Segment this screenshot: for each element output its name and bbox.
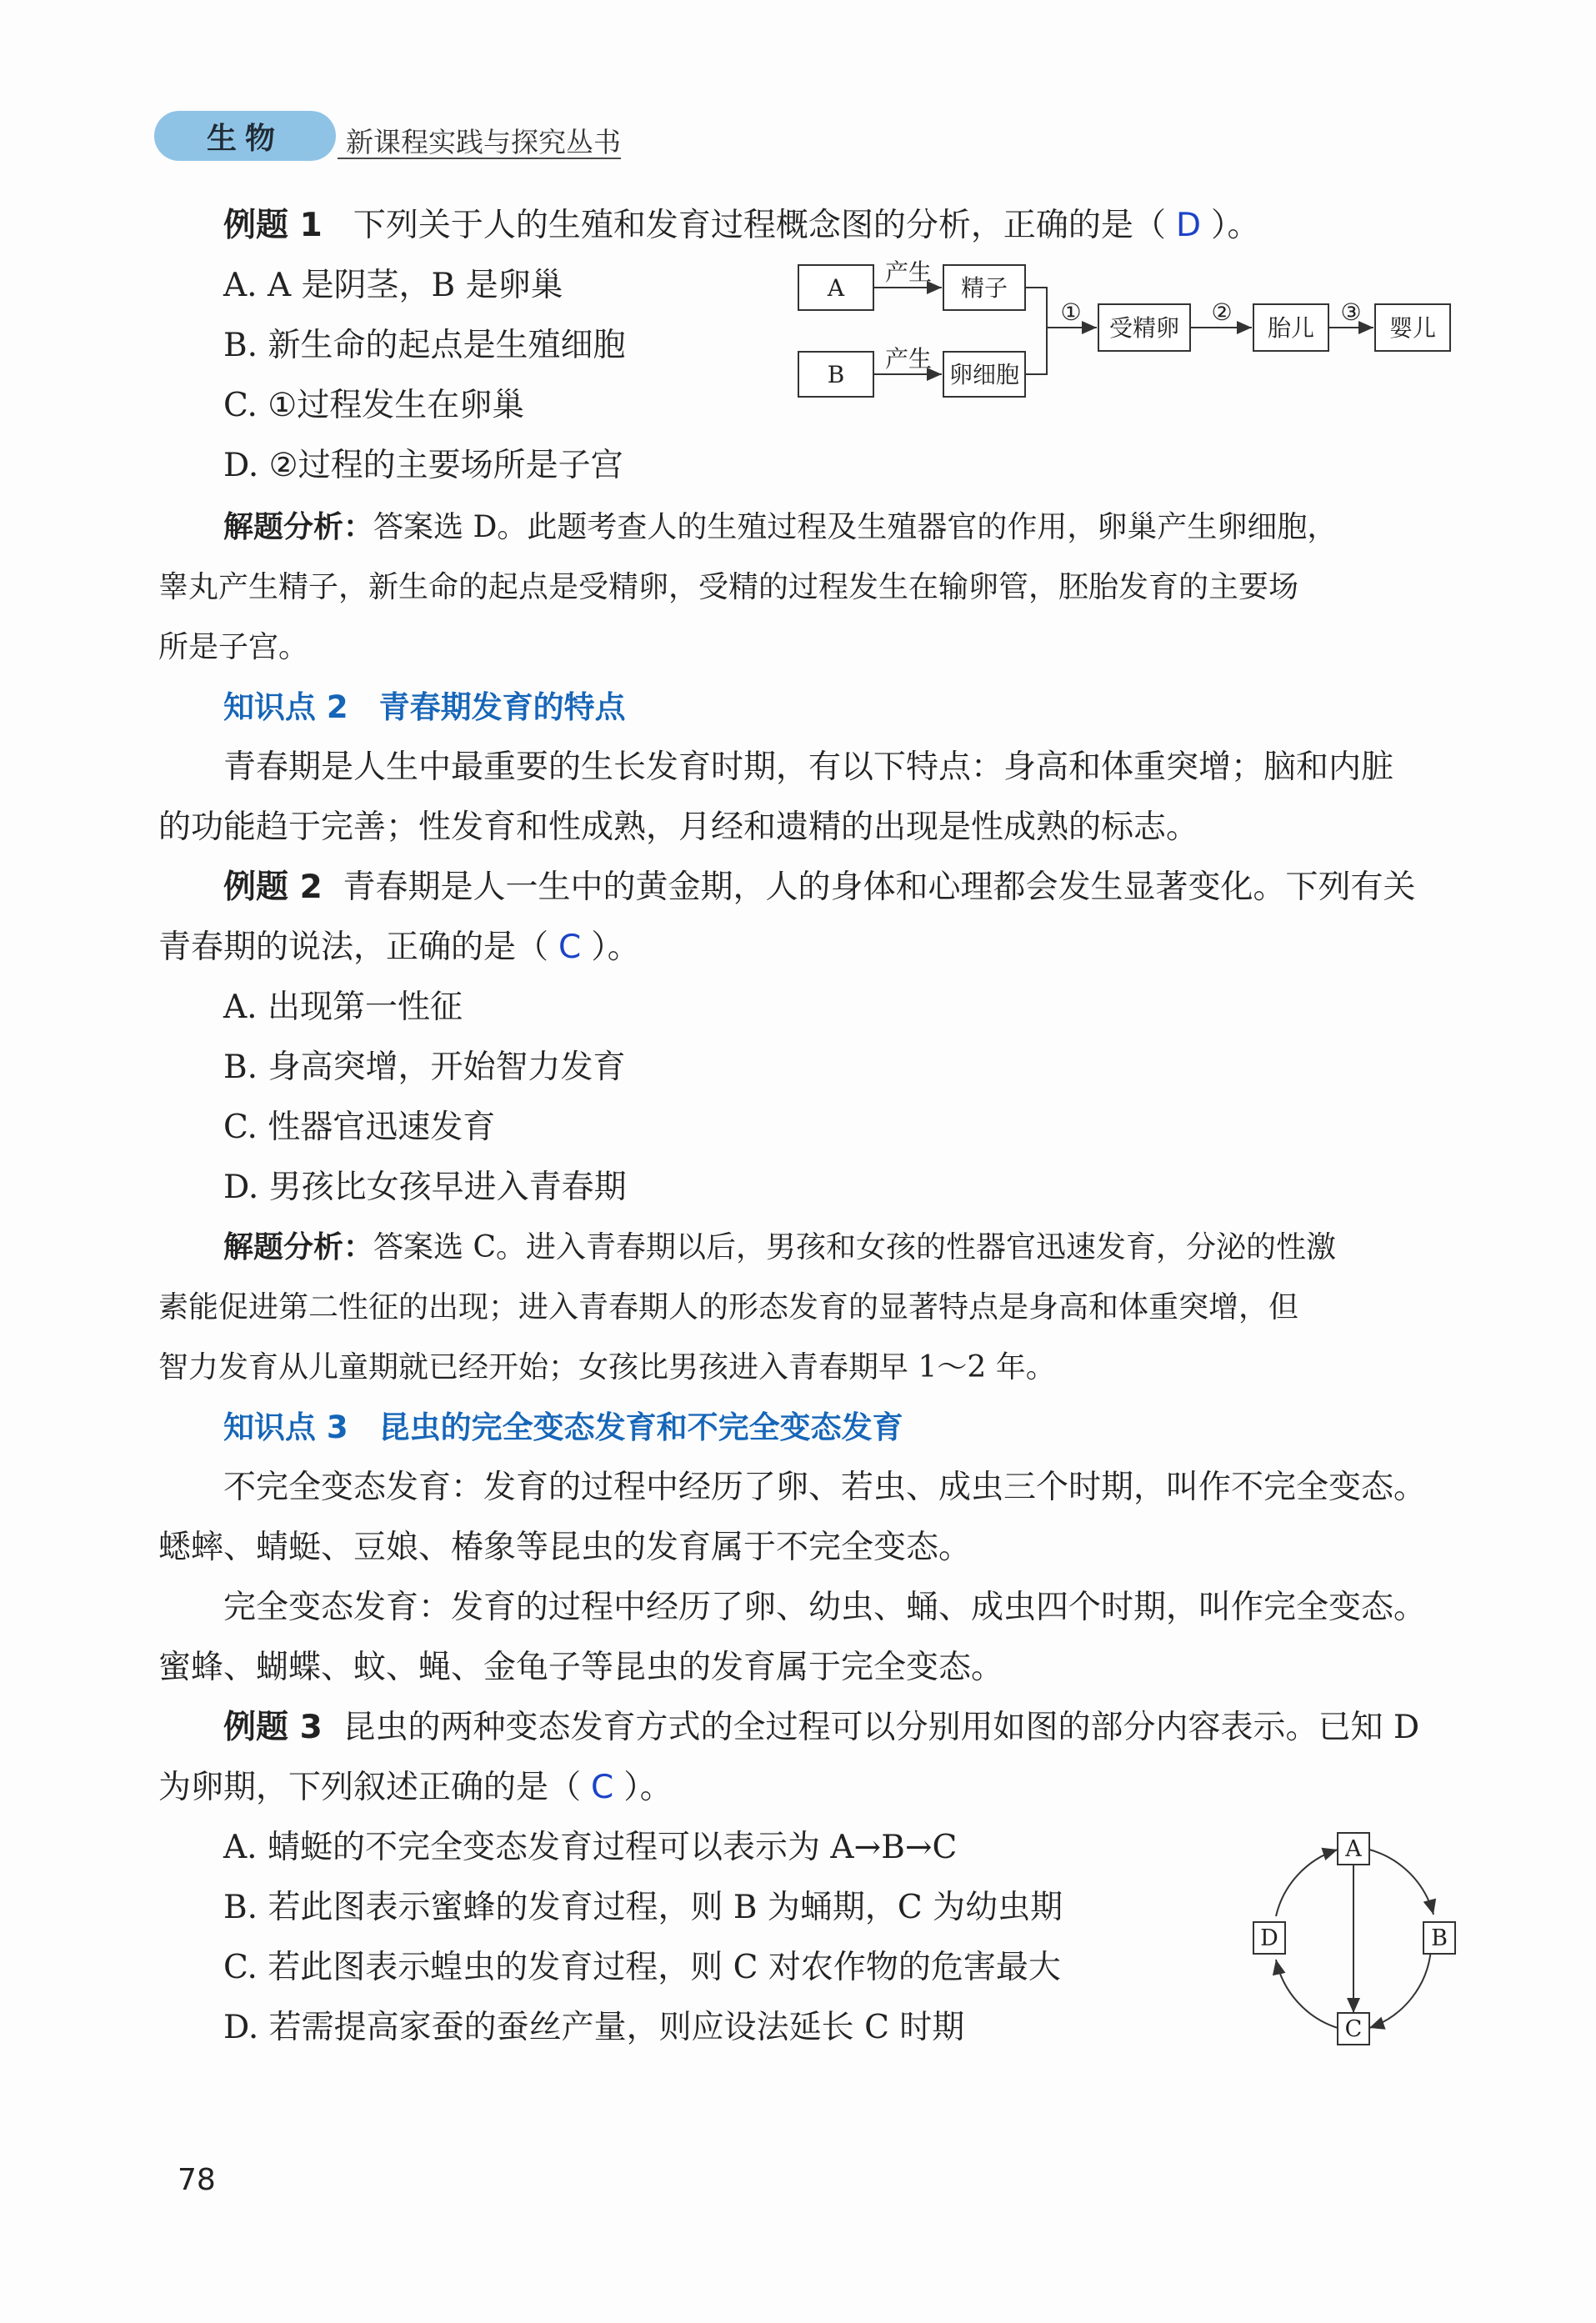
page-number: 78	[178, 2163, 216, 2197]
example3-question-line1	[223, 1698, 1419, 1758]
label-step2: ②	[1211, 298, 1233, 326]
header-rule	[338, 158, 621, 159]
example1-answer: D	[1175, 207, 1201, 244]
example1-question	[223, 196, 1259, 256]
label-step1: ①	[1060, 298, 1082, 326]
reproduction-concept-diagram	[783, 250, 1475, 417]
example3-text: 昆虫的两种变态发育方式的全过程可以分别用如图的部分内容表示。已知 D	[343, 1709, 1420, 1746]
example2-option-a: A. 出现第一性征	[223, 989, 463, 1026]
series-title: 新课程实践与探究丛书	[346, 126, 621, 158]
example2-analysis-line3: 智力发育从儿童期就已经开始；女孩比男孩进入青春期早 1～2 年。	[158, 1350, 1056, 1384]
analysis-label: 解题分析：	[223, 510, 374, 544]
kp2-title: 知识点 2 青春期发育的特点	[223, 689, 626, 725]
example2-text: 青春期是人一生中的黄金期，人的身体和心理都会发生显著变化。下列有关	[343, 869, 1416, 906]
example1-option-b: B. 新生命的起点是生殖细胞	[223, 327, 626, 364]
example2-option-b: B. 身高突增，开始智力发育	[223, 1049, 626, 1086]
example1-analysis-line3: 所是子宫。	[158, 630, 309, 664]
analysis-label-2: 解题分析：	[223, 1230, 374, 1264]
label-b: B	[827, 361, 845, 388]
label-zygote: 受精卵	[1108, 314, 1180, 342]
subject-tag: 生物	[154, 111, 336, 161]
cycle-label-b: B	[1431, 1925, 1448, 1951]
kp3-title: 知识点 3 昆虫的完全变态发育和不完全变态发育	[223, 1409, 903, 1445]
label-produce-1: 产生	[884, 258, 933, 286]
example1-analysis-line1	[223, 498, 1337, 558]
label-produce-2: 产生	[884, 345, 933, 373]
label-sperm: 精子	[960, 274, 1008, 302]
kp3-para2-line1: 完全变态发育：发育的过程中经历了卵、幼虫、蛹、成虫四个时期，叫作完全变态。	[223, 1589, 1427, 1626]
example1-question-text: 下列关于人的生殖和发育过程概念图的分析，正确的是（	[353, 207, 1166, 244]
example3-option-c: C. 若此图表示蝗虫的发育过程，则 C 对农作物的危害最大	[223, 1949, 1061, 1986]
example2-question-line1	[223, 858, 1416, 918]
cycle-label-d: D	[1260, 1925, 1278, 1951]
example3-text-end: ）。	[623, 1769, 673, 1806]
analysis-text-2: 答案选 C。进入青春期以后，男孩和女孩的性器官迅速发育，分泌的性激	[373, 1230, 1337, 1264]
example2-option-d: D. 男孩比女孩早进入青春期	[223, 1169, 627, 1206]
example3-option-b: B. 若此图表示蜜蜂的发育过程，则 B 为蛹期，C 为幼虫期	[223, 1889, 1063, 1926]
kp3-para1-line2: 蟋蟀、蜻蜓、豆娘、椿象等昆虫的发育属于不完全变态。	[158, 1529, 972, 1566]
example2-text2: 青春期的说法，正确的是（	[158, 929, 549, 966]
example3-label: 例题 3	[223, 1709, 323, 1746]
example1-option-d: D. ②过程的主要场所是子宫	[223, 447, 623, 484]
label-baby: 婴儿	[1388, 314, 1437, 342]
kp2-para-line2: 的功能趋于完善；性发育和性成熟，月经和遗精的出现是性成熟的标志。	[158, 809, 1199, 846]
example3-option-a: A. 蜻蜓的不完全变态发育过程可以表示为 A→B→C	[223, 1829, 958, 1866]
kp3-para2-line2: 蜜蜂、蝴蝶、蚊、蝇、金龟子等昆虫的发育属于完全变态。	[158, 1649, 1004, 1686]
example1-question-end: ）。	[1210, 207, 1260, 244]
label-fetus: 胎儿	[1267, 314, 1315, 342]
example2-text-end: ）。	[591, 929, 640, 966]
example3-question-line2	[158, 1758, 673, 1818]
cycle-label-a: A	[1345, 1836, 1362, 1862]
example1-option-c: C. ①过程发生在卵巢	[223, 387, 525, 424]
kp3-para1-line1: 不完全变态发育：发育的过程中经历了卵、若虫、成虫三个时期，叫作不完全变态。	[223, 1469, 1427, 1506]
example2-question-line2	[158, 918, 640, 978]
example1-analysis-line2: 睾丸产生精子，新生命的起点是受精卵，受精的过程发生在输卵管，胚胎发育的主要场	[158, 570, 1299, 604]
label-step3: ③	[1340, 298, 1362, 326]
label-a: A	[827, 274, 845, 302]
example2-analysis-line2: 素能促进第二性征的出现；进入青春期人的形态发育的显著特点是身高和体重突增，但	[158, 1290, 1299, 1324]
label-egg: 卵细胞	[948, 361, 1020, 388]
example1-label: 例题 1	[223, 207, 323, 244]
analysis-text: 答案选 D。此题考查人的生殖过程及生殖器官的作用，卵巢产生卵细胞，	[373, 510, 1338, 544]
example3-text2: 为卵期，下列叙述正确的是（	[158, 1769, 582, 1806]
cycle-label-c: C	[1344, 2016, 1363, 2042]
example3-option-d: D. 若需提高家蚕的蚕丝产量，则应设法延长 C 时期	[223, 2009, 965, 2046]
example3-answer: C	[591, 1769, 614, 1806]
example2-option-c: C. 性器官迅速发育	[223, 1109, 496, 1146]
example1-option-a: A. A 是阴茎，B 是卵巢	[223, 267, 563, 304]
kp2-para-line1: 青春期是人生中最重要的生长发育时期，有以下特点：身高和体重突增；脑和内脏	[223, 748, 1394, 786]
example2-analysis-line1	[223, 1218, 1336, 1278]
example2-label: 例题 2	[223, 869, 323, 906]
metamorphosis-cycle-diagram	[1213, 1813, 1488, 2063]
example2-answer: C	[558, 929, 582, 966]
